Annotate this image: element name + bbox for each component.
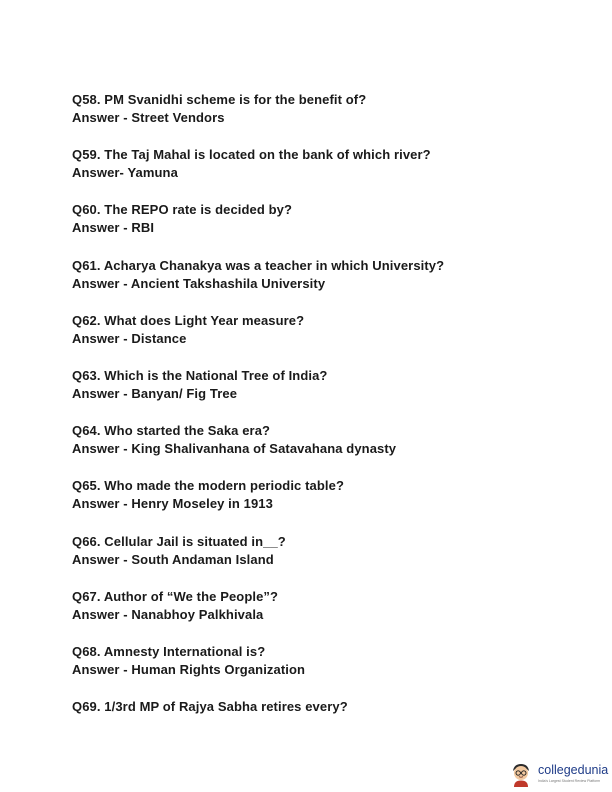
question-text: Q58. PM Svanidhi scheme is for the benefit of? bbox=[72, 92, 367, 107]
qa-item-67 bbox=[72, 588, 592, 624]
qa-item-63 bbox=[72, 367, 592, 403]
question-text: Q69. 1/3rd MP of Rajya Sabha retires every? bbox=[72, 699, 348, 715]
question-text: Q65. Who made the modern periodic table? bbox=[72, 478, 344, 494]
qa-item-58 bbox=[72, 91, 592, 127]
question-text: Q62. What does Light Year measure? bbox=[72, 312, 305, 328]
mascot-icon bbox=[508, 762, 534, 788]
brand-name: collegedunia bbox=[538, 763, 609, 777]
answer-text: Answer - Ancient Takshashila University bbox=[72, 275, 326, 291]
answer-text: Answer - Distance bbox=[72, 330, 187, 346]
question-text: Q67. Author of “We the People”? bbox=[72, 588, 279, 604]
question-text: Q68. Amnesty International is? bbox=[72, 643, 266, 659]
answer-text: Answer - Human Rights Organization bbox=[72, 661, 306, 677]
question-text: Q60. The REPO rate is decided by? bbox=[72, 202, 293, 218]
qa-item-65 bbox=[72, 477, 592, 513]
qa-item-60 bbox=[72, 201, 592, 237]
answer-text: Answer - South Andaman Island bbox=[72, 551, 274, 567]
qa-item-59 bbox=[72, 146, 592, 182]
answer-text: Answer- Yamuna bbox=[72, 165, 178, 181]
question-text: Q61. Acharya Chanakya was a teacher in which University? bbox=[72, 257, 445, 273]
question-text: Q59. The Taj Mahal is located on the bank of which river? bbox=[72, 147, 431, 163]
qa-item-64 bbox=[72, 422, 592, 458]
qa-item-62 bbox=[72, 312, 592, 348]
qa-item-69 bbox=[72, 698, 592, 716]
answer-text: Answer - Street Vendors bbox=[72, 110, 225, 125]
qa-item-68 bbox=[72, 643, 592, 679]
answer-text: Answer - RBI bbox=[72, 220, 155, 236]
question-text: Q63. Which is the National Tree of India? bbox=[72, 367, 328, 383]
question-text: Q64. Who started the Saka era? bbox=[72, 423, 271, 439]
collegedunia-logo bbox=[508, 760, 612, 788]
question-text: Q66. Cellular Jail is situated in__? bbox=[72, 533, 286, 549]
question-answer-list bbox=[72, 91, 592, 735]
answer-text: Answer - Nanabhoy Palkhivala bbox=[72, 606, 264, 622]
answer-text: Answer - Banyan/ Fig Tree bbox=[72, 385, 238, 401]
answer-text: Answer - Henry Moseley in 1913 bbox=[72, 496, 273, 512]
qa-item-61 bbox=[72, 257, 592, 293]
qa-item-66 bbox=[72, 533, 592, 569]
answer-text: Answer - King Shalivanhana of Satavahana dynasty bbox=[72, 441, 397, 457]
brand-tagline: India's Largest Student Review Platform bbox=[538, 779, 601, 783]
